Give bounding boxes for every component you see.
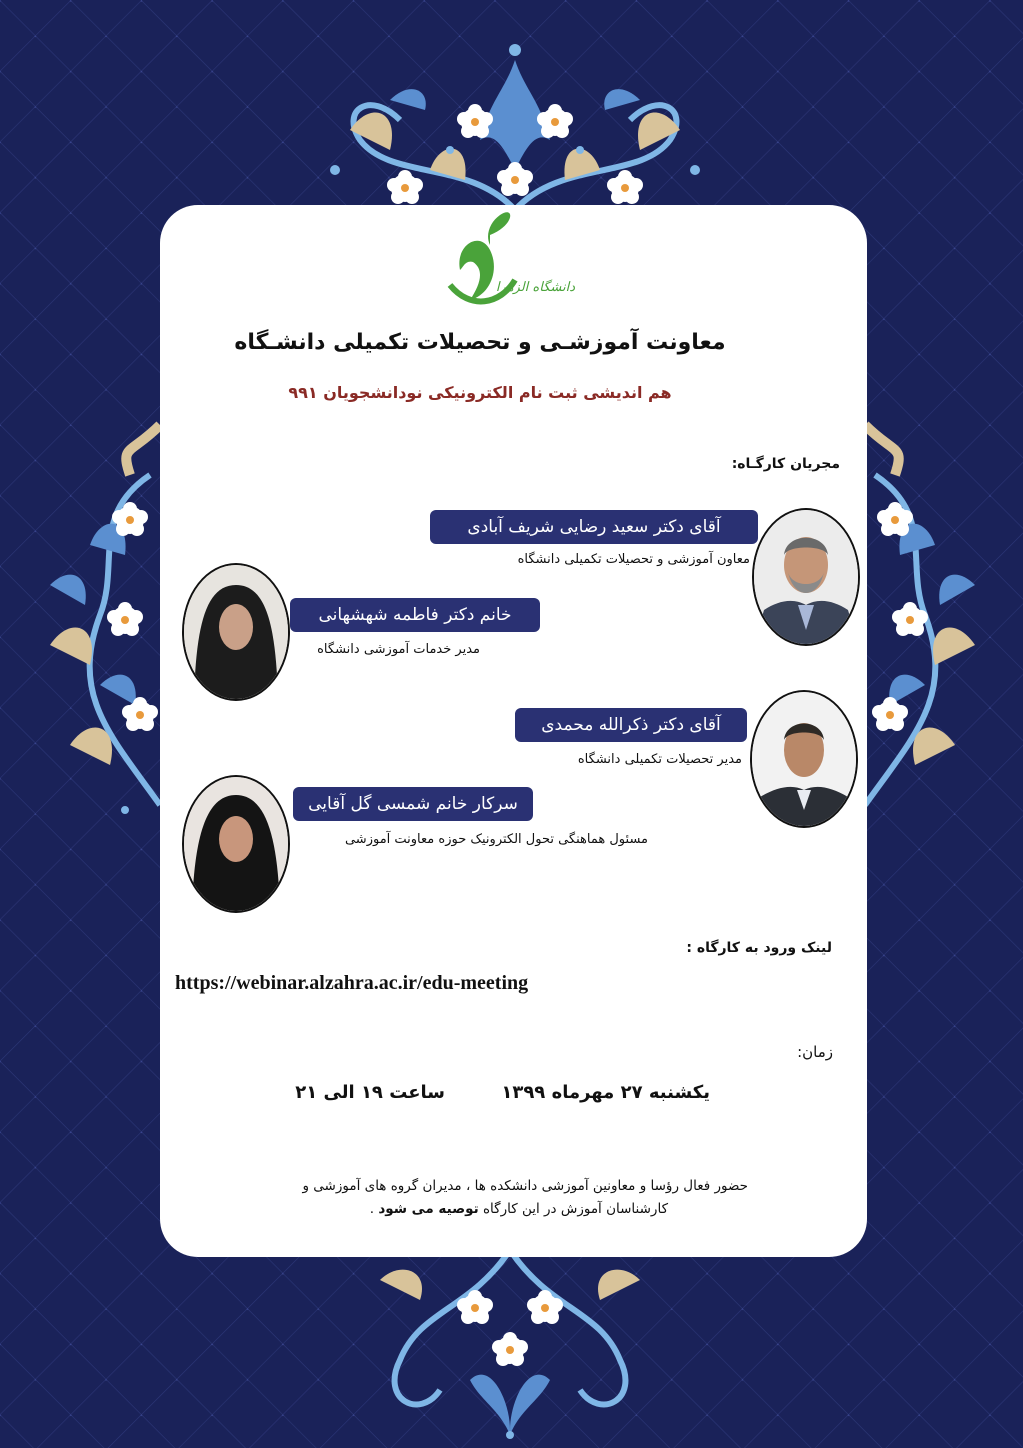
presenter-photo-1	[752, 508, 860, 646]
logo-text: دانشگاه الزهرا	[495, 280, 575, 295]
presenter-photo-2	[182, 563, 290, 701]
note-line-2-bold: توصیه می شود	[378, 1201, 479, 1217]
presenters-heading: مجریان کارگـاه:	[731, 456, 840, 472]
portrait-man-icon	[754, 510, 858, 644]
presenter-photo-3	[750, 690, 858, 828]
right-floral-ornament	[855, 415, 995, 815]
page-title: معاونت آموزشـی و تحصیلات تکمیلی دانشـگاه	[234, 330, 726, 355]
note-line-2	[270, 1198, 748, 1221]
presenter-name-1: آقای دکتر سعید رضایی شریف آبادی	[430, 510, 758, 544]
presenter-role-2: مدیر خدمات آموزشی دانشگاه	[317, 642, 480, 657]
portrait-woman-icon	[184, 777, 288, 911]
left-floral-ornament	[30, 415, 170, 815]
note-line-2-end: .	[369, 1201, 375, 1217]
presenter-role-1: معاون آموزشی و تحصیلات تکمیلی دانشگاه	[517, 552, 750, 567]
attendance-note	[270, 1175, 748, 1221]
portrait-man-icon	[752, 692, 856, 826]
presenter-role-4: مسئول هماهنگی تحول الکترونیک حوزه معاونت آموزشی	[344, 832, 648, 847]
presenter-photo-4	[182, 775, 290, 913]
webinar-link[interactable]: https://webinar.alzahra.ac.ir/edu-meeting	[175, 972, 529, 994]
presenter-name-3: آقای دکتر ذکرالله محمدی	[515, 708, 747, 742]
event-date: یکشنبه ۲۷ مهرماه ۱۳۹۹	[501, 1082, 710, 1103]
alzahra-logo	[445, 210, 575, 315]
presenter-name-2: خانم دکتر فاطمه شهشهانی	[290, 598, 540, 632]
portrait-woman-icon	[184, 565, 288, 699]
bottom-floral-ornament	[360, 1250, 660, 1440]
presenter-role-3: مدیر تحصیلات تکمیلی دانشگاه	[577, 752, 742, 767]
note-line-2-text: کارشناسان آموزش در این کارگاه	[482, 1201, 668, 1217]
alzahra-logo-mark	[445, 210, 575, 315]
link-heading: لینک ورود به کارگاه :	[686, 940, 832, 956]
event-subtitle: هم اندیشی ثبت نام الکترونیکی نودانشجویان ۹۹۱	[288, 383, 672, 402]
top-floral-ornament	[330, 40, 700, 215]
time-heading: زمان:	[797, 1043, 833, 1061]
event-hours: ساعت ۱۹ الی ۲۱	[295, 1082, 445, 1103]
note-line-1: حضور فعال رؤسا و معاونین آموزشی دانشکده ها ، مدیران گروه های آموزشی و	[302, 1178, 748, 1194]
presenter-name-4: سرکار خانم شمسی گل آقایی	[293, 787, 533, 821]
